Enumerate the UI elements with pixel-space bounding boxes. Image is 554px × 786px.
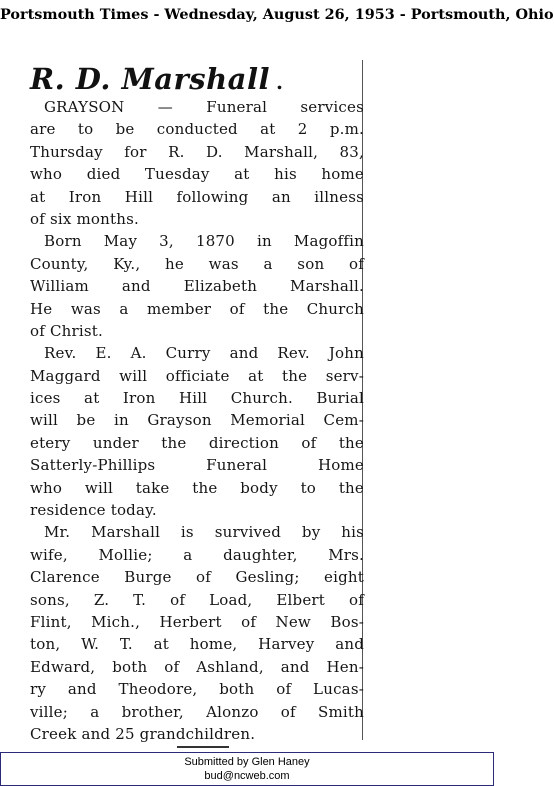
newspaper-header: Portsmouth Times - Wednesday, August 26, 1953 - Portsmouth, Ohio: [0, 6, 554, 23]
article-line: Maggard will officiate at the serv-: [30, 366, 364, 385]
article-line: William and Elizabeth Marshall.: [30, 277, 364, 296]
article-line: Satterly-Phillips Funeral Home: [30, 456, 364, 475]
article-line: who died Tuesday at his home: [30, 165, 364, 184]
article-line: ry and Theodore, both of Lucas-: [30, 680, 364, 699]
obituary-title-text: R. D. Marshall: [30, 62, 271, 96]
article-line: residence today.: [30, 501, 157, 520]
article-line: wife, Mollie; a daughter, Mrs.: [30, 545, 364, 564]
obituary-body: [30, 96, 364, 745]
article-line: of Christ.: [30, 321, 103, 340]
article-line: ville; a brother, Alonzo of Smith: [30, 702, 364, 721]
article-line: Mr. Marshall is survived by his: [44, 523, 364, 542]
article-line: are to be conducted at 2 p.m.: [30, 120, 364, 139]
end-rule: [177, 746, 229, 748]
submitter-footer: [0, 752, 494, 786]
article-line: sons, Z. T. of Load, Elbert of: [30, 590, 364, 609]
article-line: Clarence Burge of Gesling; eight: [30, 568, 364, 587]
article-line: will be in Grayson Memorial Cem-: [30, 411, 364, 430]
article-line: ices at Iron Hill Church. Burial: [30, 389, 364, 408]
article-line: Edward, both of Ashland, and Hen-: [30, 657, 364, 676]
article-line: GRAYSON — Funeral services: [44, 98, 364, 116]
article-line: Rev. E. A. Curry and Rev. John: [44, 344, 364, 363]
submitter-email: bud@ncweb.com: [204, 770, 290, 782]
article-line: He was a member of the Church: [30, 299, 364, 318]
article-line: etery under the direction of the: [30, 433, 364, 452]
article-line: Flint, Mich., Herbert of New Bos-: [30, 612, 364, 631]
article-line: who will take the body to the: [30, 478, 364, 497]
title-mark: .: [276, 70, 284, 94]
article-line: Creek and 25 grandchildren.: [30, 724, 256, 743]
article-line: of six months.: [30, 209, 139, 228]
article-line: Born May 3, 1870 in Magoffin: [44, 232, 364, 251]
article-line: ton, W. T. at home, Harvey and: [30, 635, 364, 654]
article-line: County, Ky., he was a son of: [30, 254, 364, 273]
obituary-title: [30, 62, 283, 96]
submitter-name: Submitted by Glen Haney: [184, 756, 310, 768]
obituary-clipping: [22, 58, 368, 748]
article-line: Thursday for R. D. Marshall, 83,: [30, 142, 364, 161]
article-line: at Iron Hill following an illness: [30, 187, 364, 206]
